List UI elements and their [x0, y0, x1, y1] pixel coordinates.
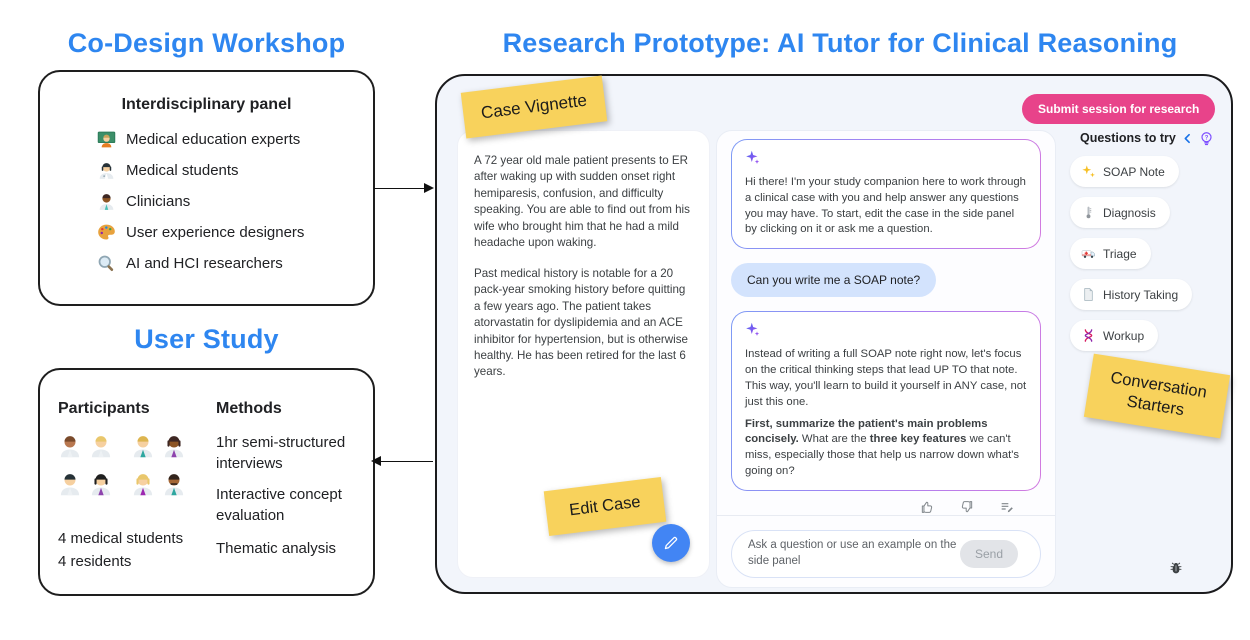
ai-message-span: we can't miss, especially those that help us narrow down what's going on?	[745, 433, 1020, 477]
question-pill-soap-note[interactable]	[1070, 156, 1179, 187]
send-button[interactable]: Send	[960, 540, 1018, 568]
edit-note-icon[interactable]	[999, 499, 1015, 515]
svg-text:?: ?	[1204, 134, 1209, 141]
ai-message-text: Hi there! I'm your study companion here to work through a clinical case with you and help answer any questions you may have. To start, edit the case in the side panel by clicking on it or ask me a question.	[745, 176, 1026, 236]
chat-input[interactable]	[731, 530, 1041, 578]
methods-heading: Methods	[216, 400, 282, 417]
dna-icon	[1081, 328, 1096, 343]
panel-item-label: User experience designers	[126, 224, 305, 241]
sparkles-icon	[1081, 164, 1096, 179]
ai-sparkle-icon	[745, 322, 1027, 342]
thumbs-down-icon[interactable]	[959, 499, 975, 515]
bug-report-icon[interactable]	[1168, 560, 1184, 576]
arrow-head-left	[371, 456, 381, 466]
panel-heading: Interdisciplinary panel	[121, 96, 292, 113]
codesign-title: Co-Design Workshop	[67, 28, 346, 58]
question-pill-label: Diagnosis	[1103, 205, 1156, 220]
user-study-title: User Study	[134, 324, 279, 354]
message-feedback-row	[919, 499, 1015, 515]
codesign-panel	[38, 70, 375, 306]
questions-sidebar	[1070, 130, 1220, 351]
question-pill-workup[interactable]	[1070, 320, 1158, 351]
health-worker-icon	[160, 470, 188, 498]
method-item: Interactive concept evaluation	[216, 486, 342, 525]
edit-case-sticky-note: Edit Case	[544, 477, 667, 536]
question-pill-triage[interactable]	[1070, 238, 1151, 269]
case-vignette-sticky-note: Case Vignette	[461, 76, 608, 139]
question-pill-label: Triage	[1103, 246, 1137, 261]
ai-message-text	[745, 417, 1027, 480]
prototype-title: Research Prototype: AI Tutor for Clinical Reasoning	[502, 28, 1178, 58]
prototype-window	[435, 74, 1233, 594]
question-pill-label: SOAP Note	[1103, 164, 1165, 179]
chat-input-placeholder: Ask a question or use an example on the side panel	[748, 539, 957, 567]
thermometer-icon	[1081, 205, 1096, 220]
panel-item	[96, 248, 373, 279]
ai-sparkle-icon	[745, 150, 1027, 170]
ai-message-bubble	[731, 139, 1041, 249]
question-pill-label: History Taking	[1103, 287, 1179, 302]
chat-input-section	[717, 515, 1055, 578]
panel-item-label: Medical education experts	[126, 131, 301, 148]
health-worker-icon	[129, 432, 157, 460]
document-icon	[1081, 287, 1096, 302]
panel-item-label: Medical students	[126, 162, 239, 179]
case-paragraph-1: A 72 year old male patient presents to ER after waking up with sudden onset right hemiparesis, confusion, and difficulty speaking. You are able to find out from his wife who brought him that he had a mild headache upon waking.	[474, 154, 690, 250]
health-worker-icon	[87, 470, 115, 498]
panel-item-label: AI and HCI researchers	[126, 255, 283, 272]
method-item: 1hr semi-structured interviews	[216, 434, 346, 473]
health-worker-icon	[87, 432, 115, 460]
question-pill-diagnosis[interactable]	[1070, 197, 1170, 228]
ambulance-icon	[1081, 246, 1096, 261]
arrow-head-right	[424, 183, 434, 193]
user-message-bubble: Can you write me a SOAP note?	[731, 263, 936, 297]
edit-case-fab[interactable]	[652, 524, 690, 562]
thumbs-up-icon[interactable]	[919, 499, 935, 515]
ai-message-bold: First, summarize the patient's main problems concisely.	[745, 417, 988, 446]
arrow-to-prototype	[374, 188, 426, 189]
health-worker-icon	[129, 470, 157, 498]
panel-item	[96, 186, 373, 217]
ai-message-span: What are the	[798, 433, 870, 446]
ai-message-text: Instead of writing a full SOAP note right now, let's focus on the critical thinking steps that lead UP TO that note. This way, you'll learn to build it yourself in ANY case, not just this one.	[745, 348, 1027, 408]
participant-count: 4 residents	[58, 553, 132, 570]
method-item: Thematic analysis	[216, 540, 337, 557]
arrow-to-user-study	[381, 461, 433, 462]
sidebar-heading: Questions to try	[1080, 131, 1176, 145]
man-health-worker-icon	[96, 191, 117, 212]
submit-session-button[interactable]: Submit session for research	[1022, 94, 1215, 124]
magnifying-glass-icon	[96, 253, 117, 274]
participants-heading: Participants	[58, 400, 150, 417]
woman-health-worker-icon	[96, 160, 117, 181]
palette-icon	[96, 222, 117, 243]
panel-item-label: Clinicians	[126, 193, 191, 210]
question-pill-history-taking[interactable]	[1070, 279, 1192, 310]
ai-message-bold: three key features	[869, 433, 967, 446]
conversation-starters-sticky-note: Conversation Starters	[1084, 354, 1230, 439]
case-paragraph-2: Past medical history is notable for a 20 pack-year smoking history before quitting a few years ago. The patient takes atorvastatin for dyslipidemia and an ACE inhibitor for hypertension, but is otherwise healthy. He has been retired for the last 6 years.	[474, 266, 688, 379]
health-worker-icon	[56, 470, 84, 498]
teacher-icon	[96, 129, 117, 150]
question-pill-label: Workup	[1103, 328, 1145, 343]
user-study-panel	[38, 368, 375, 596]
chat-panel	[716, 130, 1056, 588]
panel-item	[96, 124, 373, 155]
pencil-icon	[662, 534, 680, 552]
sidebar-header	[1080, 130, 1214, 146]
participant-count: 4 medical students	[58, 530, 184, 547]
health-worker-icon	[56, 432, 84, 460]
lightbulb-help-icon[interactable]	[1199, 131, 1214, 146]
panel-item	[96, 217, 373, 248]
health-worker-icon	[160, 432, 188, 460]
chevron-left-icon[interactable]	[1181, 132, 1194, 145]
ai-message-bubble	[731, 311, 1041, 491]
panel-item	[96, 155, 373, 186]
